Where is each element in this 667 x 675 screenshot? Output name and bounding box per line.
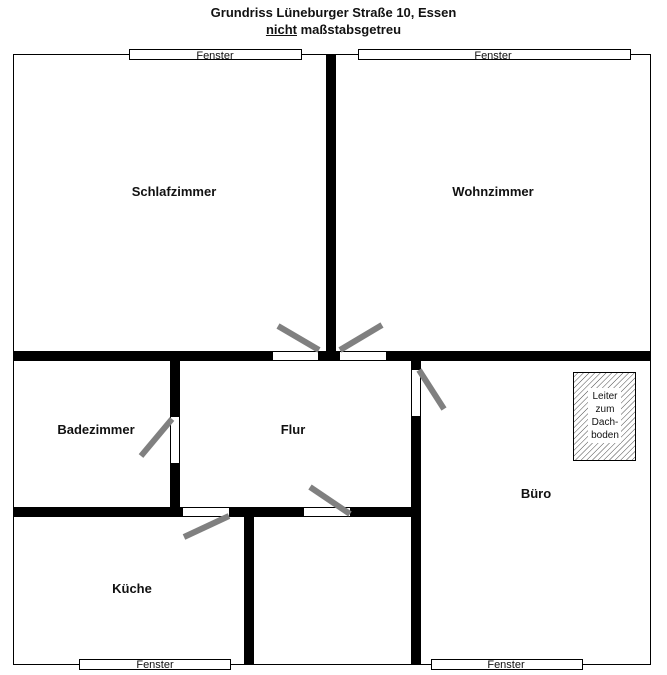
wall-vertical-top	[326, 54, 336, 352]
door-leaf-schlafzimmer	[278, 326, 319, 350]
room-label-kueche: Küche	[112, 581, 152, 596]
room-label-buero: Büro	[520, 486, 552, 501]
window-bottom-left	[80, 659, 231, 671]
window-bottom-right	[432, 659, 583, 671]
door-leaf-wohnzimmer	[340, 325, 382, 350]
window-top-left-label: Fenster	[196, 50, 234, 62]
door-frame-schlafzimmer	[273, 352, 319, 361]
room-label-wohnzimmer: Wohnzimmer	[452, 184, 534, 199]
attic-ladder	[574, 373, 636, 461]
door-leaf-kueche	[184, 516, 229, 537]
ladder-label-2: zum	[595, 404, 615, 415]
window-bottom-right-label: Fenster	[487, 659, 525, 671]
door-leaf-badezimmer	[141, 419, 172, 456]
wall-horizontal-main-right	[387, 351, 651, 361]
ladder-label-4: boden	[591, 430, 619, 441]
door-frame-kueche	[183, 508, 230, 517]
window-top-left	[130, 50, 302, 63]
door-frame-wohnzimmer	[340, 352, 387, 361]
title-line-1: Grundriss Lüneburger Straße 10, Essen	[210, 5, 457, 20]
window-top-right	[359, 50, 631, 63]
title-emphasis: nicht	[265, 22, 297, 37]
door-leaf-buero	[419, 370, 444, 409]
title-line-2-rest: maßstabsgetreu	[297, 22, 402, 37]
wall-bad-flur-lower	[170, 463, 180, 507]
ladder-label-1: Leiter	[592, 391, 618, 402]
window-bottom-left-label: Fenster	[136, 659, 174, 671]
wall-kueche-right	[244, 517, 254, 665]
window-top-right-label: Fenster	[474, 50, 512, 62]
wall-horizontal-lower-right	[351, 507, 411, 517]
wall-horizontal-main-left	[13, 351, 272, 361]
wall-horizontal-main-center	[319, 351, 339, 361]
wall-bad-flur	[170, 361, 180, 416]
wall-horizontal-lower-mid	[230, 507, 303, 517]
room-label-schlafzimmer: Schlafzimmer	[131, 184, 217, 199]
wall-flur-buero	[411, 416, 421, 665]
door-frame-buero	[412, 370, 421, 417]
ladder-label-3: Dach-	[591, 417, 619, 428]
room-label-badezimmer: Badezimmer	[57, 422, 135, 437]
wall-horizontal-lower-left	[13, 507, 182, 517]
room-label-flur: Flur	[280, 422, 306, 437]
wall-flur-buero-upper	[411, 361, 421, 369]
